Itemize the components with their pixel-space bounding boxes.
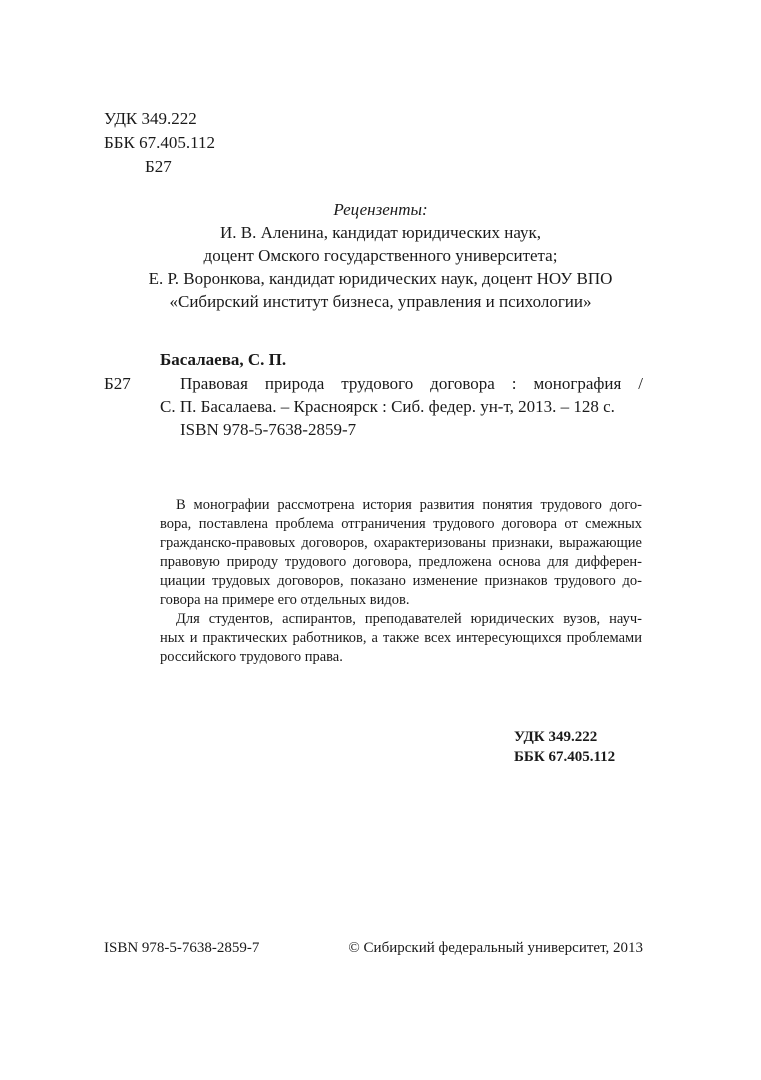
- reviewer-line: «Сибирский институт бизнеса, управления и психологии»: [169, 292, 592, 311]
- reviewer-line: И. В. Аленина, кандидат юридических наук,: [219, 223, 542, 242]
- udk-code: УДК 349.222: [104, 109, 197, 128]
- abstract-line: правовую природу трудового договора, предложена основа для дифферен-: [160, 554, 642, 570]
- author-sign: Б27: [145, 157, 172, 176]
- footer-copyright: © Сибирский федеральный университет, 2013: [348, 940, 643, 956]
- udk-code-bottom: УДК 349.222: [514, 729, 598, 745]
- catalog-title-line: Правовая природа трудового договора : монография /: [180, 374, 643, 393]
- abstract-line: В монографии рассмотрена история развития понятия трудового дого-: [176, 497, 642, 513]
- abstract-line: циации трудовых договоров, показано изменение признаков трудового до-: [160, 573, 642, 589]
- catalog-isbn: ISBN 978-5-7638-2859-7: [180, 420, 357, 439]
- reviewer-line: доцент Омского государственного университета;: [203, 246, 558, 265]
- abstract-line: ных и практических работников, а также всех интересующихся проблемами: [160, 630, 642, 646]
- abstract-line: Для студентов, аспирантов, преподавателей юридических вузов, науч-: [176, 611, 642, 627]
- bbk-code: ББК 67.405.112: [104, 133, 215, 152]
- abstract-line: гражданско-правовых договоров, охарактеризованы признаки, выражающие: [160, 535, 642, 551]
- abstract-line: вора, поставлена проблема отграничения трудового договора от смежных: [160, 516, 642, 532]
- bbk-code-bottom: ББК 67.405.112: [514, 749, 616, 765]
- abstract-line: российского трудового права.: [160, 649, 343, 665]
- catalog-author: Басалаева, С. П.: [160, 350, 287, 369]
- catalog-sign: Б27: [104, 374, 131, 393]
- reviewer-line: Е. Р. Воронкова, кандидат юридических наук, доцент НОУ ВПО: [148, 269, 613, 288]
- footer-isbn: ISBN 978-5-7638-2859-7: [104, 940, 260, 956]
- reviewers-title: Рецензенты:: [333, 200, 428, 219]
- catalog-imprint-line: С. П. Басалаева. – Красноярск : Сиб. федер. ун-т, 2013. – 128 с.: [160, 397, 615, 416]
- abstract-line: говора на примере его отдельных видов.: [160, 592, 410, 608]
